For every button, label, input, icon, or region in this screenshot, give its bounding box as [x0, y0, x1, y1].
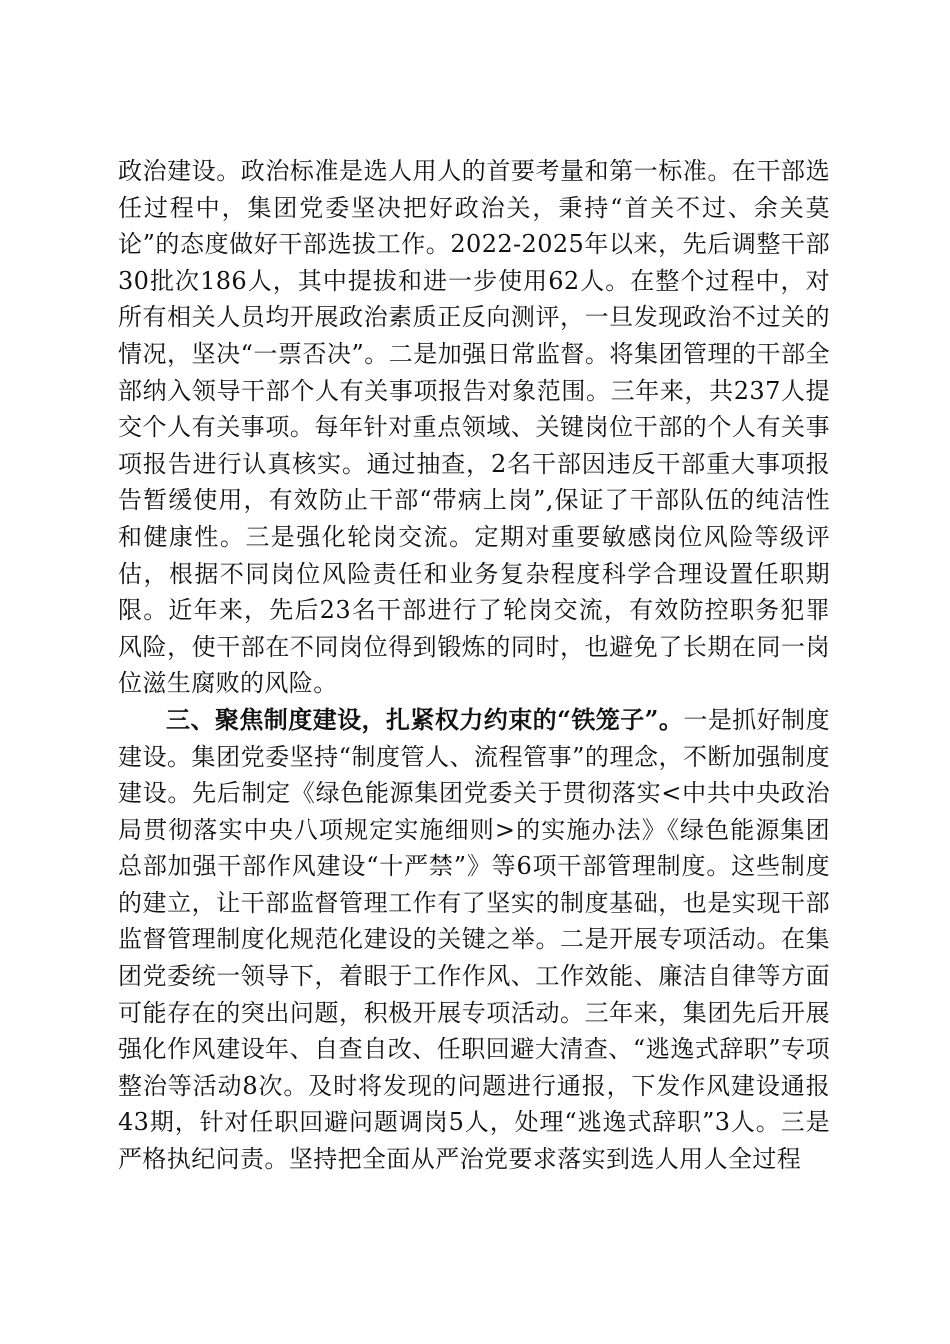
- section-heading-3: 三、聚焦制度建设，扎紧权力约束的“铁笼子”。: [166, 704, 684, 734]
- paragraph-1-text: 政治建设。政治标准是选人用人的首要考量和第一标准。在干部选任过程中，集团党委坚决把好政治关，秉持“首关不过、余关莫论”的态度做好干部选拔工作。2022-2025年以来，先后调整干部30批次186人，其中提拔和进一步使用62人。在整个过程中，对所有相关人员均开展政治素质正反向测评，一旦发现政治不过关的情况，坚决“一票否决”。二是加强日常监督。将集团管理的干部全部纳入领导干部个人有关事项报告对象范围。三年来，共237人提交个人有关事项。每年针对重点领域、关键岗位干部的个人有关事项报告进行认真核实。通过抽查，2名干部因违反干部重大事项报告暂缓使用，有效防止干部“带病上岗”,保证了干部队伍的纯洁性和健康性。三是强化轮岗交流。定期对重要敏感岗位风险等级评估，根据不同岗位风险责任和业务复杂程度科学合理设置任职期限。近年来，先后23名干部进行了轮岗交流，有效防控职务犯罪风险，使干部在不同岗位得到锻炼的同时，也避免了长期在同一岗位滋生腐败的风险。: [118, 157, 830, 698]
- paragraph-political-construction: [118, 153, 830, 702]
- paragraph-system-construction: [118, 702, 830, 1178]
- paragraph-2-text: 一是抓好制度建设。集团党委坚持“制度管人、流程管事”的理念，不断加强制度建设。先后制定《绿色能源集团党委关于贯彻落实<中共中央政治局贯彻落实中央八项规定实施细则>的实施办法》《绿色能源集团总部加强干部作风建设“十严禁”》等6项干部管理制度。这些制度的建立，让干部监督管理工作有了坚实的制度基础，也是实现干部监督管理制度化规范化建设的关键之举。二是开展专项活动。在集团党委统一领导下，着眼于工作作风、工作效能、廉洁自律等方面可能存在的突出问题，积极开展专项活动。三年来，集团先后开展强化作风建设年、自查自改、任职回避大清查、“逃逸式辞职”专项整治等活动8次。及时将发现的问题进行通报，下发作风建设通报43期，针对任职回避问题调岗5人，处理“逃逸式辞职”3人。三是严格执纪问责。坚持把全面从严治党要求落实到选人用人全过程: [118, 705, 830, 1174]
- document-body: [118, 153, 830, 1178]
